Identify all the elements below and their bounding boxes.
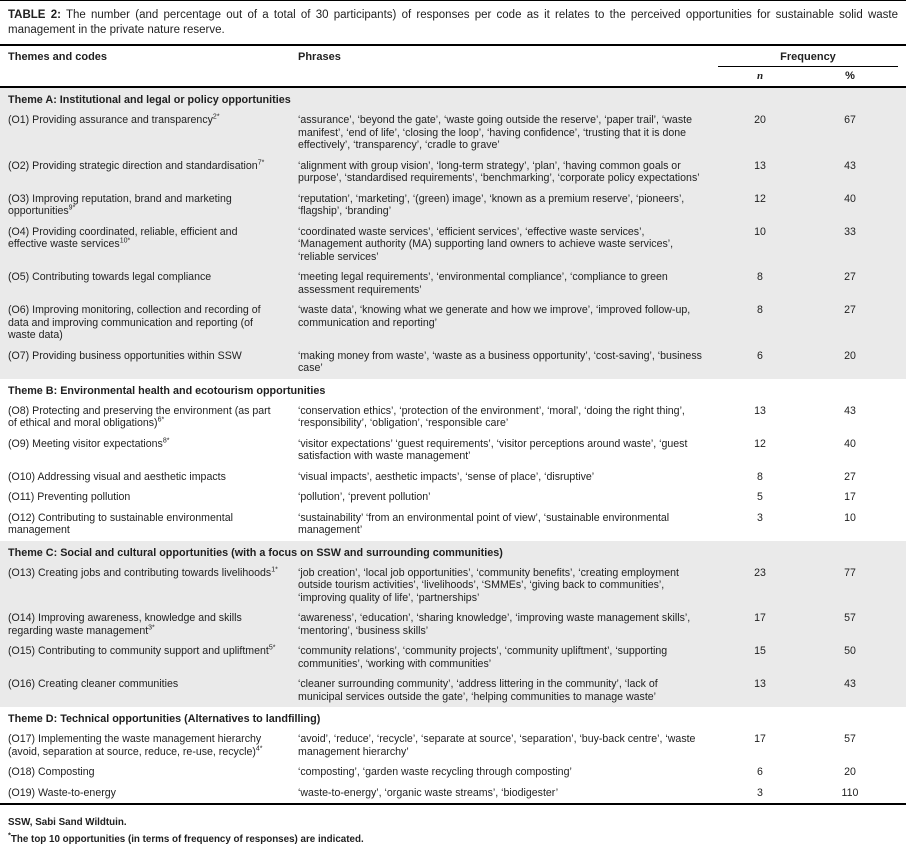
n-value-cell: 8: [757, 271, 763, 283]
code-cell: [8, 189, 298, 222]
table-row: [0, 783, 906, 804]
n-value-cell: 23: [754, 566, 766, 579]
n-value-cell: 3: [757, 786, 763, 799]
code-cell: [8, 508, 298, 541]
percent-value-cell: 33: [844, 225, 856, 238]
n-value-cell: 17: [754, 612, 766, 624]
column-header-phrases: Phrases: [298, 51, 341, 63]
top10-rank-superscript: 1*: [271, 565, 278, 573]
n-value-cell: 20: [754, 114, 766, 126]
code-text: (O5) Contributing towards legal compliance: [8, 271, 212, 283]
percent-value-cell: 17: [844, 491, 856, 503]
theme-section: [0, 707, 906, 803]
table-row: [0, 300, 906, 346]
theme-section-header: Theme B: Environmental health and ecotourism opportunities: [8, 384, 326, 397]
table-row: [0, 467, 906, 488]
percent-value-cell: 40: [844, 192, 856, 205]
phrases-cell: ‘conservation ethics’, ‘protection of the environment’, ‘moral’, ‘doing the right thing’, ‘responsibility’, ‘obligation’, ‘responsible care’: [298, 404, 685, 429]
table-row: [0, 189, 906, 222]
table-row: [0, 156, 906, 189]
n-value-cell: 12: [754, 192, 766, 205]
code-text: (O6) Improving monitoring, collection and recording of data and improving communication and reporting (of waste data): [8, 304, 261, 341]
column-header-themes: Themes and codes: [8, 51, 108, 63]
phrases-cell: ‘assurance’, ‘beyond the gate’, ‘waste going outside the reserve’, ‘paper trail’, ‘waste manifest’, ‘end of life’, ‘closing the loop’, ‘having confidence’, ‘trusting that it is done effectively’, ‘transparency’, ‘cradle to grave’: [298, 114, 692, 151]
table-caption-label: TABLE 2:: [8, 9, 61, 21]
table-row: [0, 222, 906, 268]
phrases-cell: ‘community relations’, ‘community projects’, ‘community upliftment’, ‘supporting communities’, ‘working with communities’: [298, 645, 668, 670]
table-header-row: [0, 46, 906, 86]
phrases-cell: ‘sustainability’ ‘from an environmental point of view’, ‘sustainable environmental management’: [298, 511, 670, 536]
table-row: [0, 563, 906, 609]
top10-rank-superscript: 8*: [162, 436, 170, 444]
n-value-cell: 8: [757, 304, 763, 316]
theme-section-header: Theme C: Social and cultural opportunities (with a focus on SSW and surrounding communities): [8, 546, 503, 559]
top10-rank-superscript: 10*: [119, 237, 131, 245]
theme-section: [0, 379, 906, 541]
percent-value-cell: 43: [844, 678, 856, 690]
code-text: (O19) Waste-to-energy: [8, 786, 116, 799]
code-cell: [8, 783, 298, 804]
code-cell: [8, 563, 298, 609]
code-text: (O13) Creating jobs and contributing towards livelihoods: [8, 566, 272, 579]
table-row: [0, 267, 906, 300]
percent-value-cell: 57: [844, 612, 856, 624]
code-cell: [8, 608, 298, 641]
phrases-cell: ‘reputation’, ‘marketing’, ‘(green) image’, ‘known as a premium reserve’, ‘pioneers’, ‘flagship’, ‘branding’: [298, 192, 685, 217]
code-cell: [8, 487, 298, 508]
phrases-cell: ‘coordinated waste services’, ‘efficient services’, ‘effective waste services’, ‘Management authority (MA) supporting land owners to achieve waste services’, ‘reliable services’: [298, 225, 674, 263]
percent-value-cell: 27: [844, 271, 856, 283]
table-row: [0, 487, 906, 508]
phrases-cell: ‘waste-to-energy’, ‘organic waste streams’, ‘biodigester’: [298, 786, 559, 799]
code-cell: [8, 762, 298, 783]
code-cell: [8, 401, 298, 434]
code-text: (O14) Improving awareness, knowledge and skills regarding waste management: [8, 612, 242, 637]
table-row: [0, 729, 906, 762]
column-header-frequency: Frequency: [718, 46, 898, 67]
percent-value-cell: 20: [844, 766, 856, 778]
table-caption-text: The number (and percentage out of a total of 30 participants) of responses per code as it relates to the perceived opportunities for sustainable solid waste management in the private nature reserve.: [8, 9, 898, 36]
code-cell: [8, 300, 298, 346]
table-row: [0, 608, 906, 641]
table-body: [0, 88, 906, 803]
phrases-cell: ‘visual impacts’, aesthetic impacts’, ‘sense of place’, ‘disruptive’: [298, 470, 595, 483]
n-value-cell: 17: [754, 733, 766, 745]
top10-rank-superscript: 7*: [257, 158, 265, 166]
percent-value-cell: 77: [844, 566, 856, 579]
top10-rank-superscript: 5*: [268, 644, 276, 652]
n-value-cell: 6: [757, 349, 763, 362]
code-text: (O4) Providing coordinated, reliable, efficient and effective waste services: [8, 225, 238, 250]
theme-section-rows: [0, 563, 906, 708]
theme-section: [0, 541, 906, 708]
code-cell: [8, 267, 298, 300]
code-text: (O3) Improving reputation, brand and marketing opportunities: [8, 192, 232, 217]
percent-value-cell: 27: [844, 470, 856, 483]
top10-rank-superscript: 6*: [157, 416, 165, 424]
percent-value-cell: 20: [844, 349, 856, 362]
percent-value-cell: 50: [844, 645, 856, 657]
code-text: (O9) Meeting visitor expectations: [8, 437, 163, 450]
table-caption: [0, 1, 906, 44]
phrases-cell: ‘visitor expectations’ ‘guest requirements’, ‘visitor perceptions around waste’, ‘guest satisfaction with waste management’: [298, 437, 688, 462]
code-text: (O10) Addressing visual and aesthetic impacts: [8, 470, 226, 483]
code-text: (O12) Contributing to sustainable environmental management: [8, 511, 233, 536]
percent-value-cell: 43: [844, 159, 856, 172]
phrases-cell: ‘making money from waste’, ‘waste as a business opportunity’, ‘cost-saving’, ‘business case’: [298, 349, 702, 374]
theme-section: [0, 88, 906, 379]
column-header-percent: %: [845, 70, 855, 82]
percent-value-cell: 40: [844, 437, 856, 450]
n-value-cell: 15: [754, 645, 766, 657]
footnote-top10-text: The top 10 opportunities (in terms of frequency of responses) are indicated.: [10, 834, 364, 845]
phrases-cell: ‘waste data’, ‘knowing what we generate and how we improve’, ‘improved follow-up, communication and reporting’: [298, 304, 691, 329]
n-value-cell: 10: [754, 225, 766, 238]
code-text: (O7) Providing business opportunities within SSW: [8, 349, 242, 362]
table-row: [0, 674, 906, 707]
percent-value-cell: 43: [844, 404, 856, 417]
n-value-cell: 3: [757, 511, 763, 524]
phrases-cell: ‘avoid’, ‘reduce’, ‘recycle’, ‘separate at source’, ‘separation’, ‘buy-back centre’, ‘waste management hierarchy’: [298, 733, 696, 758]
phrases-cell: ‘alignment with group vision’, ‘long-term strategy’, ‘plan’, ‘having common goals or purpose’, ‘standardised requirements’, ‘benchmarking’, ‘corporate policy expectations’: [298, 159, 700, 184]
n-value-cell: 13: [754, 159, 766, 172]
theme-section-rows: [0, 110, 906, 379]
phrases-cell: ‘composting’, ‘garden waste recycling through composting’: [298, 766, 572, 778]
percent-value-cell: 57: [844, 733, 856, 745]
top10-rank-superscript: 2*: [212, 113, 220, 121]
phrases-cell: ‘meeting legal requirements’, ‘environmental compliance’, ‘compliance to green assessment requirements’: [298, 271, 668, 296]
code-cell: [8, 156, 298, 189]
code-text: (O15) Contributing to community support and upliftment: [8, 645, 269, 657]
top10-rank-superscript: 4*: [255, 744, 263, 752]
table-row: [0, 434, 906, 467]
code-cell: [8, 674, 298, 707]
table-row: [0, 762, 906, 783]
table-footnotes: [0, 805, 906, 854]
n-value-cell: 12: [754, 437, 766, 450]
footnote-asterisk: *: [8, 830, 11, 840]
phrases-cell: ‘awareness’, ‘education’, ‘sharing knowledge’, ‘improving waste management skills’, ‘mentoring’, ‘business skills’: [298, 612, 691, 637]
n-value-cell: 13: [754, 404, 766, 417]
percent-value-cell: 10: [844, 511, 856, 524]
code-cell: [8, 346, 298, 379]
table-row: [0, 508, 906, 541]
column-header-frequency-group: [718, 46, 898, 86]
code-text: (O2) Providing strategic direction and standardisation: [8, 159, 258, 172]
n-value-cell: 5: [757, 491, 763, 503]
footnote-abbreviation: SSW, Sabi Sand Wildtuin.: [8, 817, 127, 828]
column-header-n: n: [756, 70, 764, 82]
theme-section-rows: [0, 401, 906, 541]
top10-rank-superscript: 3*: [148, 623, 155, 631]
phrases-cell: ‘job creation’, ‘local job opportunities’, ‘community benefits’, ‘creating employment outside tourism activities’, ‘livelihoods’, ‘SMMEs’, ‘giving back to communities’, ‘improving quality of life’, ‘partnerships’: [298, 566, 679, 604]
code-cell: [8, 434, 298, 467]
code-cell: [8, 222, 298, 268]
theme-section-header: Theme D: Technical opportunities (Alternatives to landfilling): [8, 713, 321, 725]
n-value-cell: 8: [757, 470, 763, 483]
table-row: [0, 401, 906, 434]
code-cell: [8, 641, 298, 674]
n-value-cell: 13: [754, 678, 766, 690]
n-value-cell: 6: [757, 766, 763, 778]
code-text: (O16) Creating cleaner communities: [8, 678, 179, 690]
percent-value-cell: 110: [841, 786, 859, 799]
top10-rank-superscript: 9*: [68, 204, 76, 212]
code-text: (O17) Implementing the waste management hierarchy (avoid, separation at source, reduce, re-use, recycle): [8, 733, 262, 758]
table-row: [0, 641, 906, 674]
frequency-subheaders: [718, 67, 898, 86]
code-text: (O11) Preventing pollution: [8, 491, 131, 503]
theme-section-header: Theme A: Institutional and legal or policy opportunities: [8, 94, 291, 106]
code-text: (O1) Providing assurance and transparency: [8, 114, 213, 126]
phrases-cell: ‘pollution’, ‘prevent pollution’: [298, 491, 431, 503]
code-cell: [8, 110, 298, 156]
percent-value-cell: 27: [844, 304, 856, 316]
phrases-cell: ‘cleaner surrounding community’, ‘address littering in the community’, ‘lack of municipal services outside the gate’, ‘helping communities to manage waste’: [298, 678, 658, 703]
code-text: (O8) Protecting and preserving the environment (as part of ethical and moral obligations): [8, 404, 271, 429]
footnote-top10: [8, 831, 898, 848]
table-row: [0, 346, 906, 379]
code-text: (O18) Composting: [8, 766, 95, 778]
percent-value-cell: 67: [844, 114, 856, 126]
table-row: [0, 110, 906, 156]
code-cell: [8, 729, 298, 762]
code-cell: [8, 467, 298, 488]
